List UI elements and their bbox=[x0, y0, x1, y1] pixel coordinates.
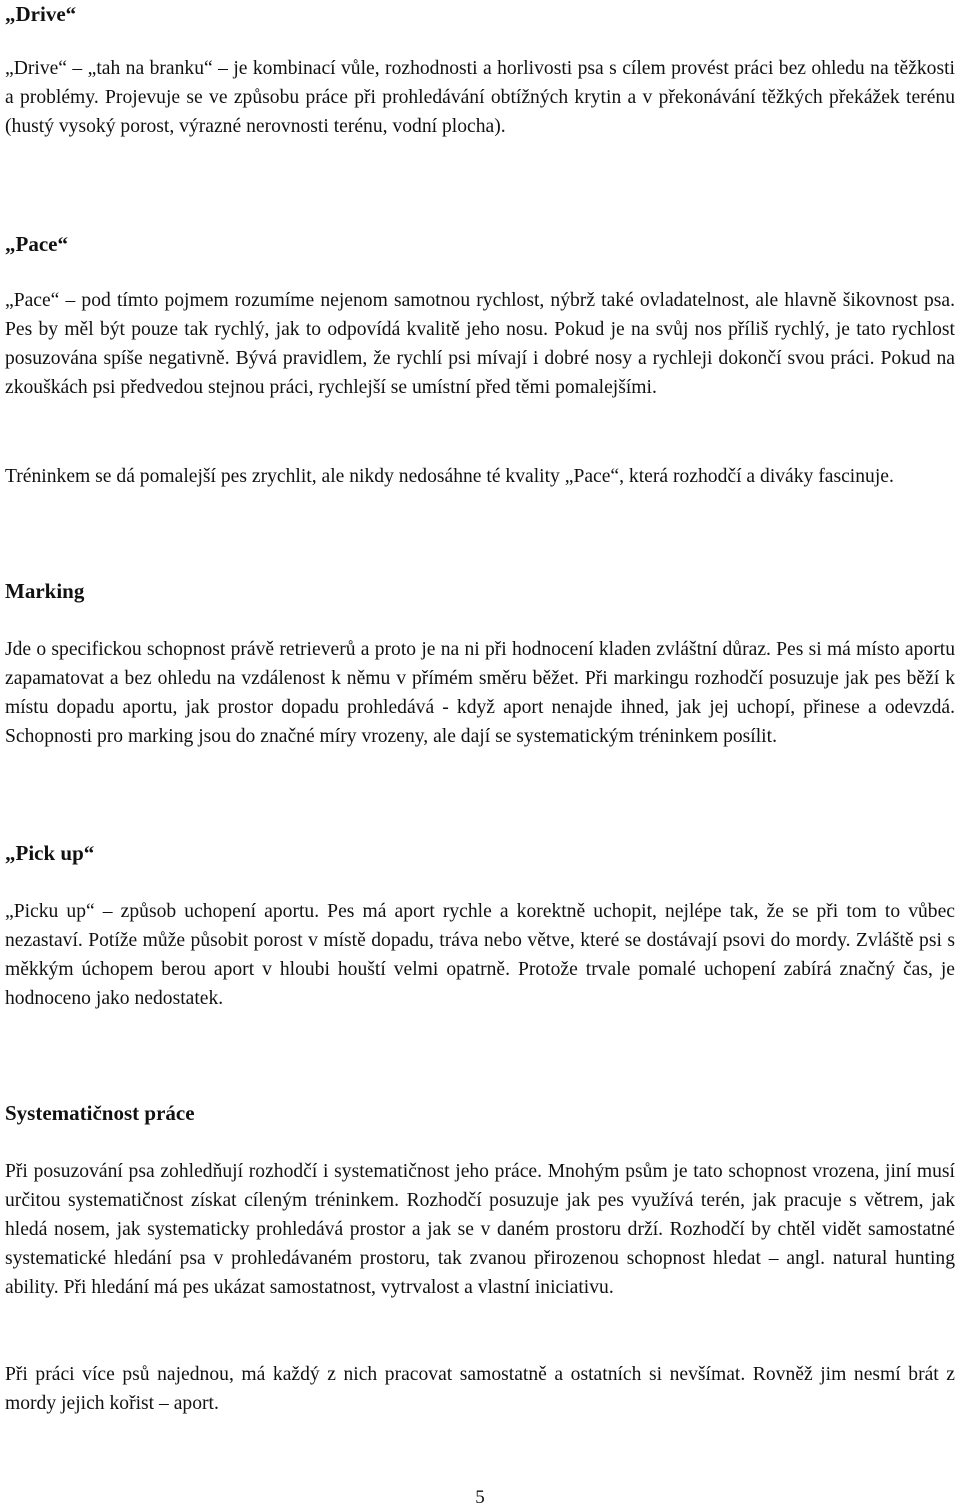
heading-pick-up: „Pick up“ bbox=[5, 841, 95, 865]
paragraph-pace-1: „Pace“ – pod tímto pojmem rozumíme nejenom samotnou rychlost, nýbrž také ovladatelnost, ale hlavně šikovnost psa. Pes by měl být pouze tak rychlý, jak to odpovídá kvalitě jeho nosu. Pokud je na svůj nos příliš rychlý, je tato rychlost posuzována spíše negativně. Bývá pravidlem, že rychlí psi mívají i dobré nosy a rychleji dokončí svou práci. Pokud na zkouškách psi předvedou stejnou práci, rychlejší se umístní před těmi pomalejšími. bbox=[5, 290, 955, 398]
paragraph-pace-2: Tréninkem se dá pomalejší pes zrychlit, ale nikdy nedosáhne té kvality „Pace“, která rozhodčí a diváky fascinuje. bbox=[5, 466, 894, 487]
paragraph-systematicnost-1: Při posuzování psa zohledňují rozhodčí i systematičnost jeho práce. Mnohým psům je tato schopnost vrozena, jiní musí určitou systematičnost získat cíleným tréninkem. Rozhodčí posuzuje jak pes využívá terén, jak pracuje s větrem, jak hledá nosem, jak systematicky prohledává prostor a jak se v daném prostoru drží. Rozhodčí by chtěl vidět samostatné systematické hledání psa v prohledávaném prostoru, tak zvanou přirozenou schopnost hledat – angl. natural hunting ability. Při hledání má pes ukázat samostatnost, vytrvalost a vlastní iniciativu. bbox=[5, 1161, 955, 1298]
heading-systematicnost: Systematičnost práce bbox=[5, 1101, 195, 1125]
page-number: 5 bbox=[475, 1487, 485, 1508]
paragraph-drive: „Drive“ – „tah na branku“ – je kombinací vůle, rozhodnosti a horlivosti psa s cílem provést práci bez ohledu na těžkosti a problémy. Projevuje se ve způsobu práce při prohledávání obtížných krytin a v překonávání těžkých překážek terénu (hustý vysoký porost, výrazné nerovnosti terénu, vodní plocha). bbox=[5, 58, 955, 137]
heading-pace: „Pace“ bbox=[5, 232, 68, 256]
paragraph-pick-up: „Picku up“ – způsob uchopení aportu. Pes má aport rychle a korektně uchopit, nejlépe tak, že se při tom to vůbec nezastaví. Potíže může působit porost v místě dopadu, tráva nebo větve, které se dostávají psovi do mordy. Zvláště psi s měkkým úchopem berou aport v hloubi houští velmi opatrně. Protože trvale pomalé uchopení zabírá značný čas, je hodnoceno jako nedostatek. bbox=[5, 901, 955, 1009]
paragraph-systematicnost-2: Při práci více psů najednou, má každý z nich pracovat samostatně a ostatních si nevšímat. Rovněž jim nesmí brát z mordy jejich kořist – aport. bbox=[5, 1364, 955, 1414]
heading-marking: Marking bbox=[5, 579, 85, 603]
paragraph-marking: Jde o specifickou schopnost právě retrieverů a proto je na ni při hodnocení kladen zvláštní důraz. Pes si má místo aportu zapamatovat a bez ohledu na vzdálenost k němu v přímém směru běžet. Při markingu rozhodčí posuzuje jak pes běží k místu dopadu aportu, jak prostor dopadu prohledává - když aport nenajde ihned, jak jej uchopí, přinese a odevzdá. Schopnosti pro marking jsou do značné míry vrozeny, ale dají se systematickým tréninkem posílit. bbox=[5, 639, 955, 747]
heading-drive: „Drive“ bbox=[5, 2, 77, 26]
